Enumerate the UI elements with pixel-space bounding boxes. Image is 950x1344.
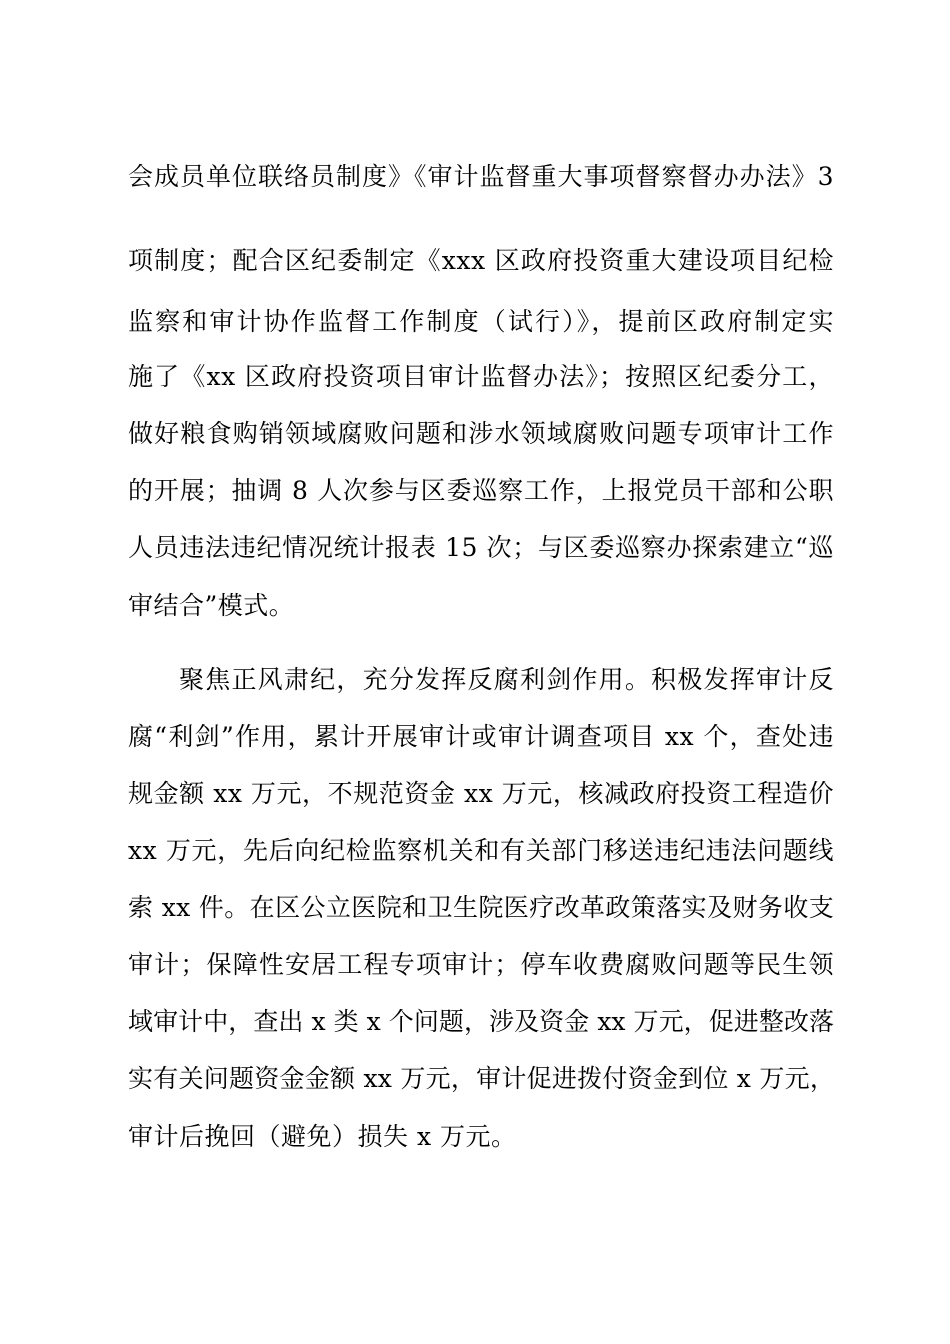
- paragraph-line: 的开展；抽调 8 人次参与区委巡察工作，上报党员干部和公职: [128, 476, 834, 505]
- paragraph-line: 规金额 xx 万元，不规范资金 xx 万元，核减政府投资工程造价: [128, 779, 834, 808]
- paragraph-line: xx 万元，先后向纪检监察机关和有关部门移送违纪违法问题线: [128, 836, 834, 865]
- paragraph-line: 监察和审计协作监督工作制度（试行）》，提前区政府制定实: [128, 307, 834, 336]
- paragraph-line: 索 xx 件。在区公立医院和卫生院医疗改革政策落实及财务收支: [128, 893, 834, 922]
- paragraph-line: 项制度；配合区纪委制定《xxx 区政府投资重大建设项目纪检: [128, 246, 834, 275]
- paragraph-line: 域审计中，查出 x 类 x 个问题，涉及资金 xx 万元，促进整改落: [128, 1007, 834, 1036]
- paragraph-line: 聚焦正风肃纪，充分发挥反腐利剑作用。积极发挥审计反: [179, 665, 834, 694]
- paragraph-line: 做好粮食购销领域腐败问题和涉水领域腐败问题专项审计工作: [128, 419, 834, 448]
- paragraph-line: 审计后挽回（避免）损失 x 万元。: [128, 1122, 517, 1151]
- paragraph-line: 审计；保障性安居工程专项审计；停车收费腐败问题等民生领: [128, 950, 834, 979]
- paragraph-line: 施了《xx 区政府投资项目审计监督办法》；按照区纪委分工，: [128, 362, 834, 391]
- paragraph-line: 人员违法违纪情况统计报表 15 次；与区委巡察办探索建立“巡: [128, 533, 834, 562]
- paragraph-line: 腐“利剑”作用，累计开展审计或审计调查项目 xx 个，查处违: [128, 722, 834, 751]
- paragraph-line: 审结合”模式。: [128, 591, 295, 620]
- paragraph-line: 实有关问题资金金额 xx 万元，审计促进拨付资金到位 x 万元，: [128, 1064, 836, 1093]
- paragraph-line: 会成员单位联络员制度》《审计监督重大事项督察督办办法》3: [128, 162, 834, 191]
